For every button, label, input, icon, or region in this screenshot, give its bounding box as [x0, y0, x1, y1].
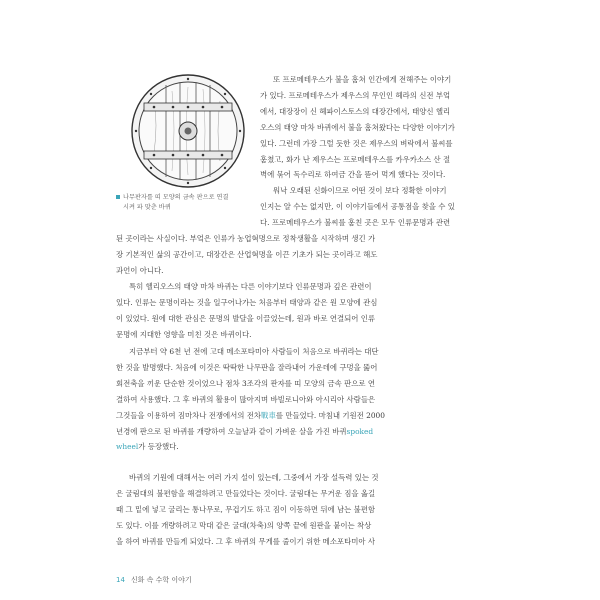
- text-line: 을 하여 바퀴를 만들게 되었다. 그 후 바퀴의 무게를 줄이기 위한 메소포타미아 사: [116, 536, 376, 546]
- text-line: 회전축을 끼운 단순한 것이었으나 점차 3조각의 판자를 띠 모양의 금속 판으로 연: [116, 378, 376, 388]
- text-line: 워낙 오래된 신화이므로 어떤 것이 보다 정확한 이야기: [273, 186, 447, 196]
- accent-term: 戰車: [261, 410, 276, 420]
- text-line: 문명에 지대한 영향을 미친 것은 바퀴이다.: [116, 329, 252, 339]
- figure-caption: [116, 193, 248, 213]
- text-line: 장 기본적인 삶의 공간이고, 대장간은 산업혁명을 이끈 기초가 되는 곳이라고 해도: [116, 249, 378, 259]
- text-line: 특히 헬리오스의 태양 마차 바퀴는 다른 이야기보다 인류문명과 깊은 관련이: [129, 282, 372, 291]
- text-line: 오스의 태양 마차 바퀴에서 불을 훔쳐왔다는 다양한 이야기가: [260, 122, 455, 132]
- text-line: 에서, 대장장이 신 헤파이스토스의 대장간에서, 태양신 헬리: [260, 106, 451, 116]
- text-line: 된 곳이라는 사실이다. 부엌은 인류가 농업혁명으로 정착생활을 시작하며 생긴 가: [116, 234, 376, 243]
- caption-line-2: 시켜 파 맞춘 바퀴: [123, 204, 171, 211]
- paragraph-4: [116, 344, 385, 455]
- text-segment: 년경에 판으로 된 바퀴를 개량하여 오늘날과 같이 가벼운 살을 가진 바퀴: [116, 426, 347, 436]
- accent-term: spoked: [346, 426, 374, 436]
- text-line: 있다. 그런데 가장 그럴 듯한 것은 제우스의 벼락에서 불씨를: [260, 138, 453, 148]
- caption-bullet-icon: [116, 195, 120, 199]
- text-segment: 그것들을 이용하여 짐마차나 전쟁에서의 전차: [116, 410, 262, 420]
- text-segment: 를 만들었다. 마침내 기원전 2000: [275, 410, 385, 420]
- text-line: 지금부터 약 6천 년 전에 고대 메소포타미아 사람들이 처음으로 바퀴라는 대단: [129, 347, 379, 356]
- text-line: [116, 408, 385, 424]
- text-line: 은 굴림대의 불편함을 해결하려고 만들었다는 것이다. 굴림대는 무거운 짐을 옮길: [116, 488, 376, 498]
- wooden-wheel-icon: [130, 73, 246, 189]
- text-line: 벽에 묶어 독수리로 하여금 간을 뜯어 먹게 했다는 것이다.: [260, 170, 446, 180]
- text-line: 또 프로메테우스가 불을 훔쳐 인간에게 전해주는 이야기: [273, 75, 452, 84]
- wooden-wheel-figure: [130, 73, 246, 189]
- text-line: 가 있다. 프로메테우스가 제우스의 무인인 헤라의 신전 부엌: [260, 90, 451, 100]
- book-title: 신화 속 수학 이야기: [130, 576, 192, 584]
- page-footer: [116, 575, 192, 585]
- text-line: 때 그 밑에 넣고 굴리는 통나무로, 무겁기도 하고 짐이 이동하면 뒤에 남는 불편함: [116, 504, 376, 514]
- paragraph-3: [116, 279, 377, 343]
- text-line: 다. 프로메테우스가 불씨를 훔친 곳은 모두 인류문명과 관련: [260, 218, 451, 228]
- text-line: 결하여 사용했다. 그 후 바퀴의 활용이 많아지며 바빌로니아와 아시리아 사람들은: [116, 394, 376, 404]
- text-line: [116, 424, 385, 440]
- page-number: 14: [116, 576, 125, 584]
- text-line: 인지는 알 수는 없지만, 이 이야기들에서 공통점을 찾을 수 있: [260, 202, 455, 212]
- accent-term: wheel: [116, 442, 139, 452]
- text-segment: 가 등장했다.: [138, 442, 179, 452]
- caption-line-1: 나무판자를 띠 모양의 금속 판으로 연결: [123, 194, 229, 201]
- text-line: 바퀴의 기원에 대해서는 여러 가지 설이 있는데, 그중에서 가장 설득력 있는 것: [129, 473, 379, 482]
- paragraph-5: [116, 470, 379, 550]
- text-line: 과언이 아니다.: [116, 265, 164, 275]
- paragraph-2-continued: [116, 231, 377, 279]
- text-line: 있다. 인류는 문명이라는 것을 일구어나가는 처음부터 태양과 같은 원 모양에 관심: [116, 297, 378, 307]
- paragraph-1: [260, 72, 455, 231]
- text-line: 이 있었다. 원에 대한 관심은 문명의 발달을 이끌었는데, 원과 바로 연결되어 인류: [116, 313, 376, 323]
- text-line: [116, 439, 385, 455]
- text-line: 훔쳤고, 화가 난 제우스는 프로메테우스를 카우카소스 산 절: [260, 154, 451, 164]
- text-line: 한 것을 발명했다. 처음에 이것은 딱딱한 나무판을 잘라내어 가운데에 구멍을 뚫어: [116, 362, 378, 372]
- text-line: 도 있다. 이를 개량하려고 막대 같은 굴대(차축)의 양쪽 끝에 원판을 붙이는 착상: [116, 520, 372, 530]
